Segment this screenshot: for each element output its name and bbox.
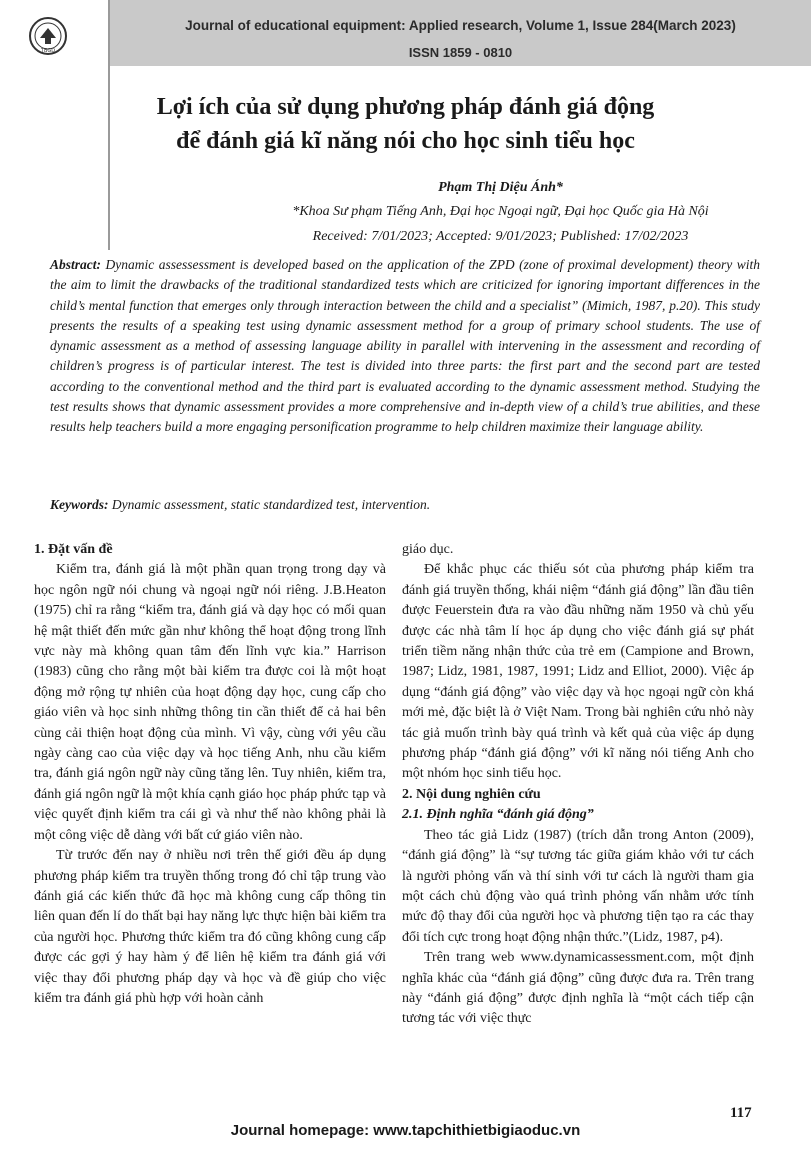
section-heading-2: 2. Nội dung nghiên cứu <box>402 786 541 802</box>
abstract <box>50 255 760 438</box>
paragraph: Trên trang web www.dynamicassessment.com, một định nghĩa khác của “đánh giá động” cũng được đưa ra. Trên trang này “đánh giá động” được định nghĩa là “một cách tiếp cận tương tác với việc thực <box>402 950 754 1027</box>
journal-logo-icon <box>28 16 68 56</box>
subsection-heading-2-1: 2.1. Định nghĩa “đánh giá động” <box>402 807 594 823</box>
author: Phạm Thị Diệu Ánh* <box>438 180 563 195</box>
section-heading-1: 1. Đặt vấn đề <box>34 542 113 557</box>
keywords <box>50 497 760 513</box>
article-title-line-2: để đánh giá kĩ năng nói cho học sinh tiểu học <box>176 128 635 154</box>
abstract-text: Dynamic assessessment is developed based on the application of the ZPD (zone of proximal development) theory with the aim to limit the drawbacks of the traditional standardized tests which are criticized for ignoring important differences in the child’s mental function that emerges only through interaction between the child and a specialist” (Mimich, 1987, p.20). This study presents the results of a speaking test using dynamic assessment method for a group of primary school students. The use of dynamic assessment as a method of assessing language ability in parallel with intervening in the assessment and recording of children’s progress is of particular interest. The test is divided into three parts: the first part and the second part are tested according to the conventional method and the third part is evaluated according to the dynamic assessment method. Studying the test results shows that dynamic assessment provides a more comprehensive and in-depth view of a child’s true abilities, and these results help teachers build a more engaging personification programme to help children maximize their language ability. <box>50 257 760 435</box>
paragraph: Kiểm tra, đánh giá là một phần quan trọng trong dạy và học ngôn ngữ nói chung và ngoại ngữ nói riêng. J.B.Heaton (1975) chỉ ra rằng “kiểm tra, đánh giá và dạy học có mối quan hệ mật thiết đến mức gần như không thể hoạt động trong lĩnh vực này mà không quan tâm đến lĩnh vực kia.” Harrison (1983) cũng cho rằng một bài kiểm tra được coi là một hoạt động mở rộng tự nhiên của hoạt động dạy học, cung cấp cho giáo viên và học sinh những thông tin cần thiết để cả hai bên cùng cải thiện hoạt động của mình. Vì vậy, cùng với yêu cầu ngày càng cao của việc dạy và học tiếng Anh, nhu cầu kiểm tra, đánh giá ngôn ngữ này cũng tăng lên. Tuy nhiên, kiểm tra, đánh giá ngôn ngữ là một khía cạnh giáo học pháp phức tạp và việc quyết định kiểm tra cái gì và như thế nào không phải là một công việc dễ dàng với bất cứ giáo viên nào. <box>34 562 386 843</box>
left-column <box>34 540 386 1009</box>
keywords-text: Dynamic assessment, static standardized test, intervention. <box>108 497 431 512</box>
logo-text: TBGD <box>40 48 56 54</box>
journal-header: Journal of educational equipment: Applied research, Volume 1, Issue 284(March 2023) <box>185 18 736 33</box>
journal-homepage: Journal homepage: www.tapchithietbigiaoduc.vn <box>230 1122 581 1139</box>
issn: ISSN 1859 - 0810 <box>408 45 513 60</box>
affiliation: *Khoa Sư phạm Tiếng Anh, Đại học Ngoại ngữ, Đại học Quốc gia Hà Nội <box>292 204 709 219</box>
paragraph: Để khắc phục các thiếu sót của phương pháp kiểm tra đánh giá truyền thống, khái niệm “đánh giá động” lần đầu tiên được Feuerstein đưa ra vào đầu những năm 1950 và chủ yếu được các nhà tâm lí học áp dụng cho việc đánh giá sự phát triển tiềm năng nhận thức của trẻ em (Campione and Brown, 1987; Lidz, 1981, 1987, 1991; Lidz and Elliot, 2000). Việc áp dụng “đánh giá động” vào việc dạy và học ngoại ngữ còn khá mới mẻ, đặc biệt là ở Việt Nam. Trong bài nghiên cứu nhỏ này tác giả muốn trình bày quá trình và kết quả của việc áp dụng phương pháp “đánh giá động” với kĩ năng nói tiếng Anh cho một nhóm học sinh tiểu học. <box>402 562 754 782</box>
paragraph: Từ trước đến nay ở nhiều nơi trên thế giới đều áp dụng phương pháp kiểm tra truyền thống trong đó chỉ tập trung vào đánh giá các kiến thức đã học mà không cung cấp thông tin liên quan đến lí do thất bại hay năng lực thực hiện bài kiểm tra của người học. Phương thức kiểm tra đó cũng không cung cấp được các gợi ý hay hàm ý để liên hệ kiểm tra đánh giá với việc thay đổi phương pháp dạy và học và đề giúp cho việc kiểm tra đánh giá phù hợp với hoàn cảnh <box>34 848 386 1006</box>
keywords-label: Keywords: <box>50 497 109 512</box>
paragraph: giáo dục. <box>402 542 454 557</box>
page-number: 117 <box>730 1105 752 1121</box>
right-column <box>402 540 754 1030</box>
paragraph: Theo tác giả Lidz (1987) (trích dẫn trong Anton (2009), “đánh giá động” là “sự tương tác giữa giám khảo với tư cách là người phỏng vấn và thí sinh với tư cách là người tham gia một cách chủ động vào quá trình phỏng vấn nhằm ước tính mức độ thay đổi của người học và phương tiện tạo ra các thay đổi tích cực trong hoạt động nhận thức.”(Lidz, 1987, p4). <box>402 827 754 945</box>
abstract-label: Abstract: <box>50 257 102 272</box>
publication-dates: Received: 7/01/2023; Accepted: 9/01/2023; Published: 17/02/2023 <box>312 229 689 244</box>
article-title-line-1: Lợi ích của sử dụng phương pháp đánh giá động <box>156 94 655 120</box>
